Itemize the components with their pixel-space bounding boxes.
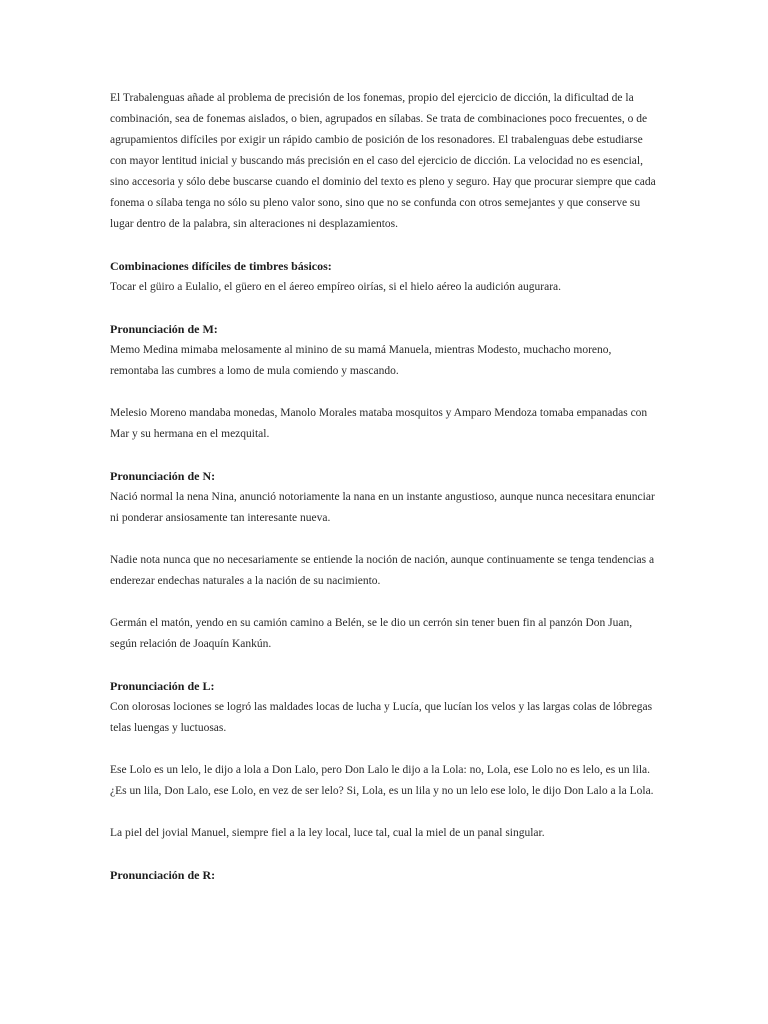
heading-combinaciones: Combinaciones difíciles de timbres básicos: [110,259,332,273]
intro-paragraph: El Trabalenguas añade al problema de precisión de los fonemas, propio del ejercicio de dicción, la dificultad de la combinación, sea de fonemas aislados, o bien, agrupados en sílabas. Se trata de combinaciones poco frecuentes, o de agrupamientos difíciles por exigir un rápido cambio de posición de los resonadores. El trabalenguas debe estudiarse con mayor lentitud inicial y buscando más precisión en el caso del ejercicio de dicción. La velocidad no es esencial, sino accesoria y sólo debe buscarse cuando el dominio del texto es pleno y seguro. Hay que procurar siempre que cada fonema o sílaba tenga no sólo su pleno valor sono, sino que no se confunda con otros semejantes y que conserve su lugar dentro de la palabra, sin alteraciones ni desplazamientos. [110,92,656,230]
paragraph-n-3: Germán el matón, yendo en su camión camino a Belén, se le dio un cerrón sin tener buen fin al panzón Don Juan, según relación de Joaquín Kankún. [110,617,633,650]
paragraph-n-1: Nació normal la nena Nina, anunció notoriamente la nana en un instante angustioso, aunque nunca necesitara enunciar ni ponderar ansiosamente tan interesante nueva. [110,491,655,524]
paragraph-l-1: Con olorosas lociones se logró las maldades locas de lucha y Lucía, que lucían los velos y las largas colas de lóbregas telas luengas y luctuosas. [110,701,653,734]
paragraph-m-1: Memo Medina mimaba melosamente al minino de su mamá Manuela, mientras Modesto, muchacho moreno, remontaba las cumbres a lomo de mula comiendo y mascando. [110,344,612,377]
paragraph-n-2: Nadie nota nunca que no necesariamente se entiende la noción de nación, aunque continuamente se tenga tendencias a enderezar endechas naturales a la nación de su nacimiento. [110,554,655,587]
paragraph-l-2: Ese Lolo es un lelo, le dijo a lola a Don Lalo, pero Don Lalo le dijo a la Lola: no, Lola, ese Lolo no es lelo, es un lila. ¿Es un lila, Don Lalo, ese Lolo, en vez de ser lelo? Si, Lola, es un lila y no un lelo ese lolo, le dijo Don Lalo a la Lola. [110,764,654,797]
document-page [110,88,658,886]
heading-pronunciacion-n: Pronunciación de N: [110,469,216,483]
paragraph-m-2: Melesio Moreno mandaba monedas, Manolo Morales mataba mosquitos y Amparo Mendoza tomaba empanadas con Mar y su hermana en el mezquital. [110,407,648,440]
heading-pronunciacion-r: Pronunciación de R: [110,868,216,882]
paragraph-combinaciones-1: Tocar el güiro a Eulalio, el güero en el áereo empíreo oirías, si el hielo aéreo la audición augurara. [110,281,562,293]
paragraph-l-3: La piel del jovial Manuel, siempre fiel a la ley local, luce tal, cual la miel de un panal singular. [110,827,545,839]
heading-pronunciacion-l: Pronunciación de L: [110,679,215,693]
heading-pronunciacion-m: Pronunciación de M: [110,322,218,336]
